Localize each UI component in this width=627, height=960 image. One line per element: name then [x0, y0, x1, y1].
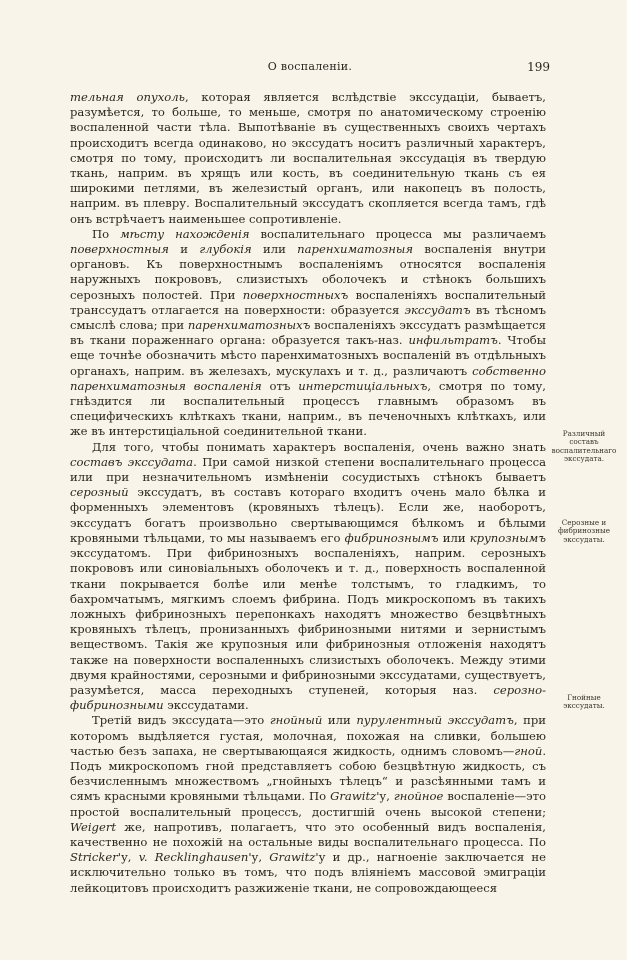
margin-notes: [549, 0, 619, 960]
italic-term: пурулентный экссудатъ: [356, 713, 514, 728]
italic-term: гнойное: [393, 789, 444, 804]
body-text: [70, 90, 546, 896]
margin-note-purulent: Гнойные экссудаты.: [563, 693, 605, 711]
italic-term: собственно паренхиматозныя воспаленiя: [70, 363, 546, 393]
text-run: или: [438, 530, 470, 545]
text-run: или: [251, 242, 298, 257]
text-run: воспаленiяхъ экссудатъ размѣщается въ ткани пораженнаго органа: образуется такъ-наз.: [70, 318, 546, 348]
text-run: въ тѣсномъ смыслѣ слова; при: [70, 302, 546, 333]
text-run: , которая является вслѣдствiе экссудацiи, бываетъ, разумѣется, то больше, то меньше, смотря по анатомическому строенiю воспаленной части тѣла. Выпотѣванiе въ существенныхъ своихъ чертахъ происходитъ всегда одинаково, но экссудатъ носитъ различный характеръ, смотря по тому, происходитъ ли воспалительная экссудацiя въ твердую ткань, наприм. въ хрящъ или кость, въ соединительную ткань съ ея широкими петлями, въ железистый органъ, или накопецъ въ полость, наприм. въ плевру. Воспалительный экссудатъ скопляется всегда тамъ, гдѣ онъ встрѣчаетъ наименьшее сопротивленiе.: [70, 90, 546, 226]
italic-term: серозный: [70, 485, 129, 500]
italic-term: Grawitz: [330, 789, 377, 804]
text-run: воспаленiя внутри органовъ. Къ поверхностнымъ воспаленiямъ относятся воспаленiя наружныхъ покрововъ, слизистыхъ оболочекъ и стѣнокъ большихъ серозныхъ полостей. При: [70, 242, 546, 302]
italic-term: фибринознымъ: [344, 530, 439, 545]
page-header: [70, 60, 550, 76]
italic-term: экссудатъ: [404, 302, 471, 317]
text-run: . Подъ микроскопомъ гной представляетъ собою безцвѣтную жидкость, съ безчисленнымъ множествомъ „гнойныхъ тѣлецъ“ и разсѣянными тамъ и сямъ красными кровяными тѣльцами. По: [70, 743, 546, 804]
text-run: или: [322, 713, 357, 728]
text-run: , смотря по тому, гнѣздится ли воспалительный процессъ главнымъ образомъ въ специфическихъ клѣткахъ ткани, наприм., въ печеночныхъ клѣткахъ, или же въ интерстицiальной соединительной ткани.: [70, 378, 546, 439]
text-run: 'у,: [248, 850, 270, 865]
italic-term: поверхностныхъ: [242, 287, 349, 302]
text-run: экссудатами.: [163, 698, 249, 713]
italic-term: паренхиматозныхъ: [187, 318, 311, 333]
text-run: же, напротивъ, полагаетъ, что это особенный видъ воспаленiя, качественно не похожiй на остальные виды воспалительнаго процесса. По: [70, 819, 546, 849]
paragraph: [70, 440, 546, 714]
italic-term: глубокiя: [199, 242, 252, 257]
text-run: отъ: [261, 378, 299, 393]
italic-term: v. Recklinghausen: [138, 850, 249, 865]
text-run: . При самой низкой степени воспалительнаго процесса или при незначительномъ измѣненiи сосудистыхъ стѣнокъ бываетъ: [70, 454, 547, 485]
text-run: экссудатъ, въ составъ котораго входитъ очень мало бѣлка и форменныхъ элементовъ (кровяныхъ тѣлецъ). Если же, наоборотъ, экссудатъ богатъ произвольно свертывающимся бѣлкомъ и бѣлыми кровяными тѣльцами, то мы называемъ его: [70, 485, 546, 545]
italic-term: крупознымъ: [469, 530, 546, 545]
italic-term: мѣсту нахожденiя: [120, 226, 250, 241]
italic-term: Stricker: [70, 850, 118, 865]
italic-term: поверхностныя: [70, 242, 169, 257]
text-run: воспаленiяхъ воспалительный транссудатъ отлагается на поверхности: образуется: [70, 287, 546, 317]
text-run: 'у,: [376, 789, 394, 804]
paragraph: [70, 713, 546, 895]
text-run: воспалительнаго процесса мы различаемъ: [249, 226, 546, 241]
italic-term: серозно-фибринозными: [70, 682, 546, 713]
paragraph: [70, 90, 546, 227]
text-run: Для того, чтобы понимать характеръ воспаленiя, очень важно знать: [92, 439, 546, 454]
text-run: По: [92, 226, 121, 241]
italic-term: тельная опухоль: [70, 90, 185, 104]
margin-note-serous-fibrinous: Серозные и фибринозные экссудаты.: [558, 518, 610, 544]
text-run: и: [168, 242, 200, 257]
text-run: 'у,: [117, 850, 139, 865]
italic-term: паренхиматозныя: [297, 242, 414, 257]
paragraph: [70, 227, 546, 440]
italic-term: составъ экссудата: [70, 454, 194, 469]
text-run: , при которомъ выдѣляется густая, молочная, похожая на сливки, большею частью безъ запаха, не свертывающаяся жидкость, однимъ словомъ—: [70, 713, 546, 758]
running-head: О воспаленiи.: [267, 60, 353, 73]
italic-term: гной: [514, 743, 543, 758]
text-run: Третiй видъ экссудата—это: [92, 713, 270, 728]
italic-term: Weigert: [70, 819, 117, 834]
italic-term: инфильтратъ: [408, 333, 498, 348]
margin-note-composition: Различный составъ воспалительнаго экссудата.: [551, 429, 617, 464]
italic-term: гнойный: [269, 713, 323, 728]
page-number: 199: [527, 60, 550, 74]
italic-term: Grawitz: [269, 850, 316, 865]
italic-term: интерстицiальныхъ: [298, 378, 428, 393]
text-run: воспаленiе—это простой воспалительный процессъ, достигшiй очень высокой степени;: [70, 789, 546, 819]
text-run: 'у и др., нагноенiе заключается не исключительно только въ томъ, что подъ влiянiемъ массовой эмиграцiи лейкоцитовъ происходитъ разжиженiе ткани, не сопровождающееся: [70, 850, 546, 895]
text-run: экссудатомъ. При фибринозныхъ воспаленiяхъ, наприм. серозныхъ покрововъ или синовiальныхъ оболочекъ и т. д., поверхность воспаленной ткани покрывается болѣе или менѣе толстымъ, то гладкимъ, то бахромчатымъ, мягкимъ слоемъ фибрина. Подъ микроскопомъ въ такихъ ложныхъ фибринозныхъ перепонкахъ находятъ множество безцвѣтныхъ кровяныхъ тѣлецъ, пронизанныхъ фибринозными нитями и зернистымъ веществомъ. Такiя же крупозныя или фибринозныя отложенiя находятъ также на поверхности воспаленныхъ слизистыхъ оболочекъ. Между этими двумя крайностями, серозными и фибринозными экссудатами, существуетъ, разумѣется, масса переходныхъ ступеней, которыя наз.: [70, 546, 546, 697]
text-run: . Чтобы еще точнѣе обозначить мѣсто паренхиматозныхъ воспаленiй въ отдѣльныхъ органахъ, наприм. въ железахъ, мускулахъ и т. д., различаютъ: [70, 333, 547, 378]
